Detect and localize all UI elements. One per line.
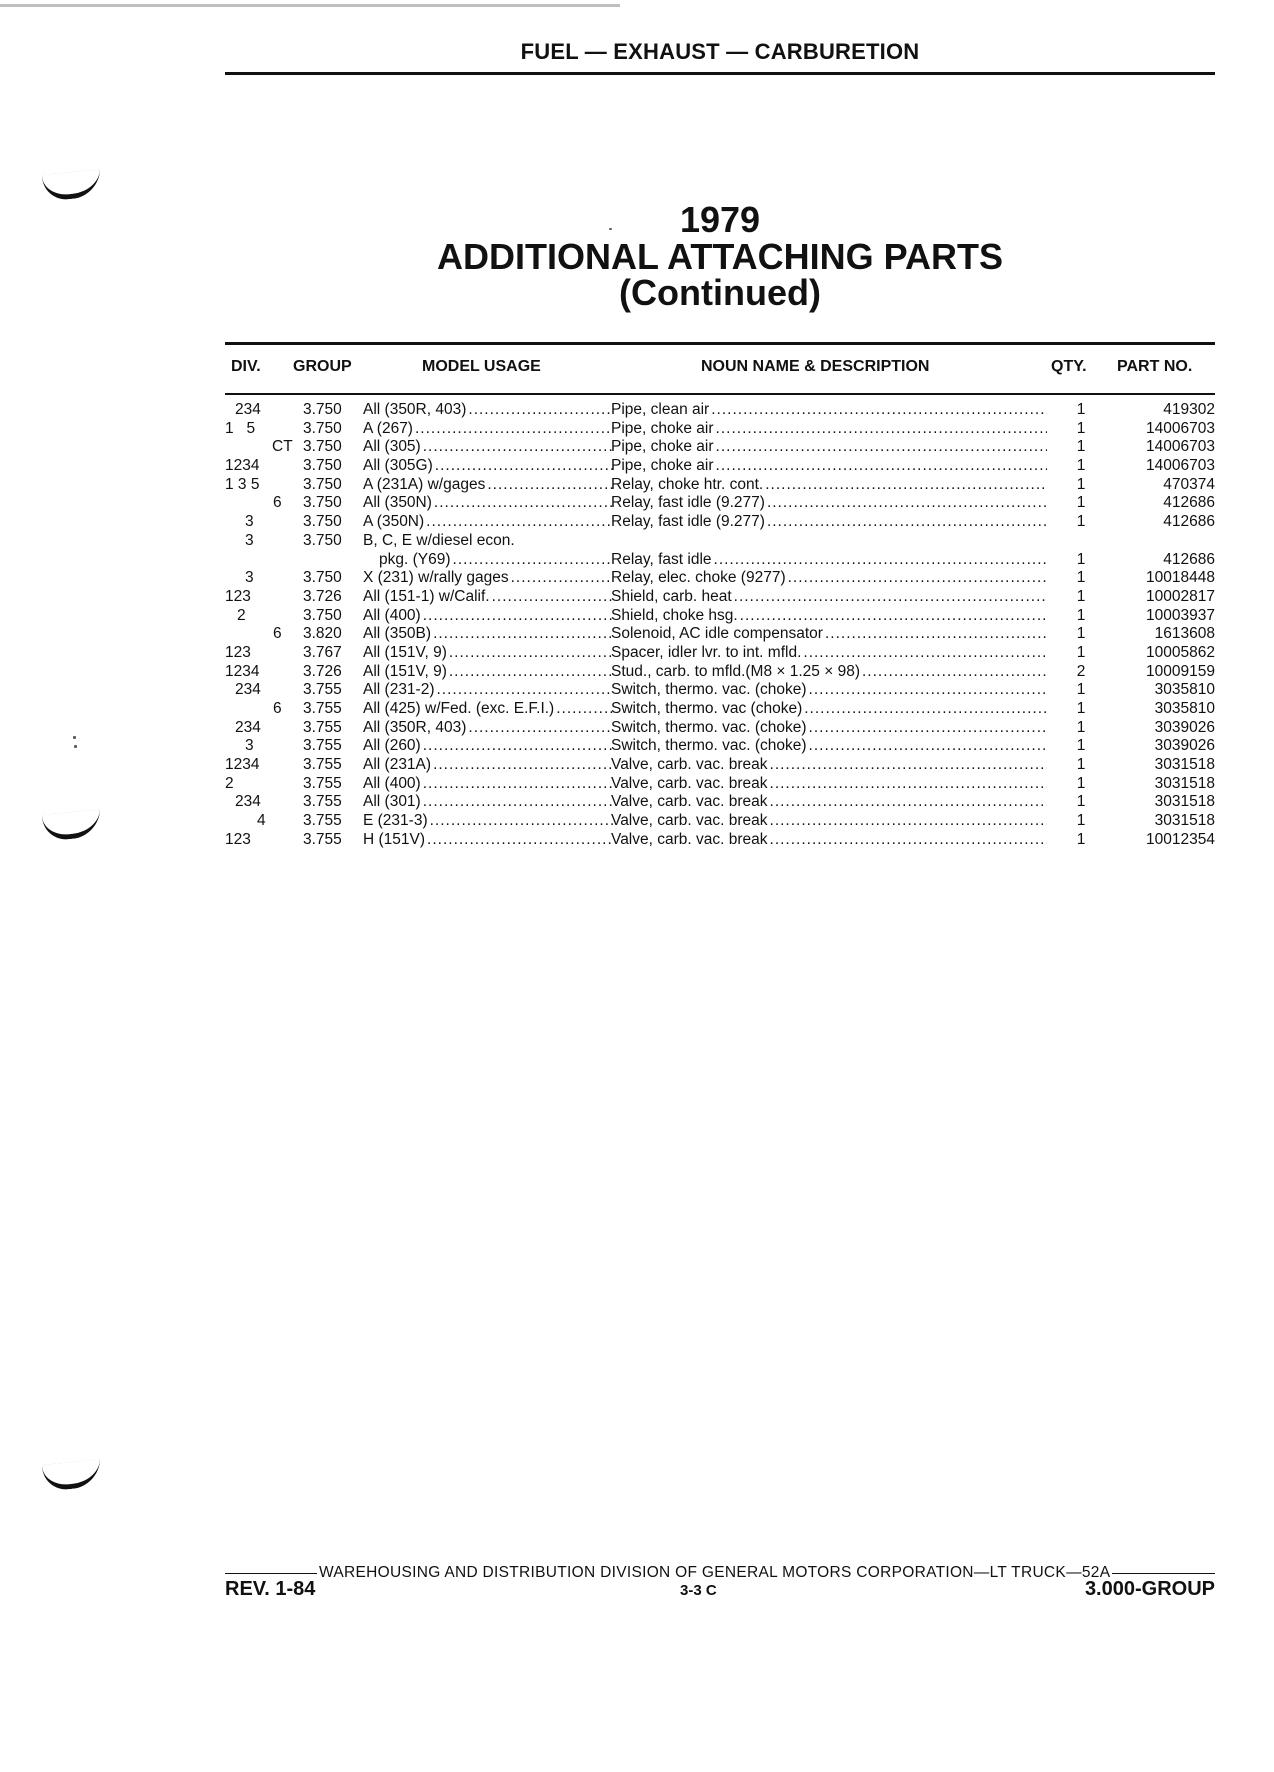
cell-model-text: A (231A) w/gages — [363, 475, 486, 493]
cell-noun — [611, 700, 1047, 719]
cell-model-text: All (231A) — [363, 756, 432, 774]
cell-qty: 1 — [1076, 700, 1086, 718]
parts-table — [225, 401, 1215, 850]
footer-rule-left — [225, 1573, 317, 1574]
cell-model-text: All (425) w/Fed. (exc. E.F.I.) — [363, 700, 555, 718]
cell-model-line2 — [363, 551, 613, 570]
section-header: FUEL — EXHAUST — CARBURETION — [520, 39, 920, 64]
cell-div: 234 — [235, 718, 261, 736]
cell-model-text: All (151V, 9) — [363, 662, 447, 680]
table-top-rule — [225, 342, 1215, 345]
cell-noun-text: Stud., carb. to mfld.(M8 × 1.25 × 98) — [611, 662, 860, 680]
cell-group: 3.755 — [303, 700, 342, 718]
cell-div: 2 — [237, 606, 246, 624]
cell-model-text: A (350N) — [363, 513, 425, 531]
cell-group: 3.755 — [303, 681, 342, 699]
cell-model — [363, 775, 613, 794]
cell-model-text: H (151V) — [363, 830, 426, 848]
cell-model-text: B, C, E w/diesel econ. — [363, 531, 515, 549]
cell-part: 3039026 — [1154, 718, 1215, 736]
cell-group: 3.726 — [303, 662, 342, 680]
cell-qty: 1 — [1076, 438, 1086, 456]
table-row — [225, 494, 1215, 513]
cell-div: 2 — [225, 774, 234, 792]
cell-div: 6 — [273, 625, 282, 643]
cell-qty: 1 — [1076, 756, 1086, 774]
cell-qty: 1 — [1076, 830, 1086, 848]
table-row — [225, 438, 1215, 457]
cell-qty: 1 — [1076, 606, 1086, 624]
cell-model-text: All (231-2) — [363, 681, 435, 699]
cell-part: 3031518 — [1154, 774, 1215, 792]
cell-model — [363, 831, 613, 850]
cell-noun-text: Relay, fast idle (9.277) — [611, 513, 765, 531]
cell-model-text: A (267) — [363, 419, 413, 437]
binder-hole-mark — [42, 1459, 100, 1492]
cell-part: 14006703 — [1146, 419, 1215, 437]
group-number: 3.000-GROUP — [1084, 1578, 1215, 1600]
cell-group: 3.750 — [303, 401, 342, 418]
cell-noun-text: Switch, thermo. vac. (choke) — [611, 681, 807, 699]
cell-qty: 1 — [1076, 718, 1086, 736]
cell-qty: 1 — [1076, 513, 1086, 531]
cell-noun-text: Valve, carb. vac. break — [611, 830, 768, 848]
cell-noun-text: Pipe, choke air — [611, 419, 714, 437]
cell-noun-text: Relay, choke htr. cont. — [611, 475, 764, 493]
table-header-rule — [225, 393, 1215, 395]
cell-model — [363, 793, 613, 812]
cell-div: 234 — [235, 401, 261, 418]
cell-noun — [611, 438, 1047, 457]
table-row — [225, 625, 1215, 644]
cell-model — [363, 457, 613, 476]
cell-part: 14006703 — [1146, 457, 1215, 475]
cell-part: 419302 — [1163, 401, 1215, 418]
cell-noun — [611, 625, 1047, 644]
column-header-noun: NOUN NAME & DESCRIPTION — [701, 358, 930, 375]
cell-div: 234 — [235, 681, 261, 699]
table-row — [225, 588, 1215, 607]
cell-part: 412686 — [1163, 494, 1215, 512]
binder-hole-mark — [42, 169, 100, 202]
cell-div: 1234 — [225, 457, 260, 475]
cell-div: 3 — [245, 737, 254, 755]
table-row — [225, 700, 1215, 719]
cell-noun — [611, 644, 1047, 663]
cell-group: 3.755 — [303, 756, 342, 774]
column-header-part: PART NO. — [1117, 358, 1193, 375]
cell-noun-text: Pipe, choke air — [611, 457, 714, 475]
cell-part: 3035810 — [1154, 700, 1215, 718]
cell-part: 3031518 — [1154, 756, 1215, 774]
cell-div: 1234 — [225, 756, 260, 774]
table-row — [225, 532, 1215, 569]
cell-group: 3.750 — [303, 531, 342, 549]
cell-group: 3.750 — [303, 475, 342, 493]
cell-noun — [611, 812, 1047, 831]
cell-model — [363, 401, 613, 420]
cell-noun-text: Relay, elec. choke (9277) — [611, 569, 786, 587]
cell-div: 1234 — [225, 662, 260, 680]
table-row — [225, 831, 1215, 850]
column-header-qty: QTY. — [1051, 358, 1087, 375]
cell-noun-text: Switch, thermo. vac (choke) — [611, 700, 803, 718]
table-row — [225, 457, 1215, 476]
cell-noun — [611, 756, 1047, 775]
cell-noun-text: Solenoid, AC idle compensator — [611, 625, 823, 643]
cell-model — [363, 700, 613, 719]
cell-group: 3.750 — [303, 438, 342, 456]
cell-qty: 1 — [1076, 812, 1086, 830]
cell-noun — [611, 681, 1047, 700]
cell-div: 4 — [257, 812, 266, 830]
cell-noun — [611, 476, 1047, 495]
cell-noun-text: Pipe, choke air — [611, 438, 714, 456]
cell-group: 3.755 — [303, 774, 342, 792]
cell-noun — [611, 420, 1047, 439]
cell-model-text: All (151V, 9) — [363, 643, 447, 661]
cell-part: 10018448 — [1146, 569, 1215, 587]
cell-qty: 1 — [1076, 550, 1086, 568]
cell-div: 1 3 5 — [225, 475, 260, 493]
cell-div: 1 5 — [225, 419, 256, 437]
cell-noun — [611, 457, 1047, 476]
table-row — [225, 607, 1215, 626]
cell-part: 3039026 — [1154, 737, 1215, 755]
revision-label: REV. 1-84 — [225, 1578, 316, 1600]
cell-div: 3 — [245, 513, 254, 531]
cell-noun — [611, 831, 1047, 850]
cell-model — [363, 607, 613, 626]
cell-part: 3031518 — [1154, 812, 1215, 830]
cell-model — [363, 719, 613, 738]
cell-noun-text: Spacer, idler lvr. to int. mfld. — [611, 643, 802, 661]
cell-noun-text: Shield, choke hsg. — [611, 606, 738, 624]
cell-qty: 1 — [1076, 643, 1086, 661]
table-row — [225, 663, 1215, 682]
cell-noun — [611, 513, 1047, 532]
table-row — [225, 681, 1215, 700]
cell-group: 3.750 — [303, 457, 342, 475]
table-header — [225, 352, 1215, 380]
cell-qty: 1 — [1076, 774, 1086, 792]
footer-rule-right — [1112, 1573, 1215, 1574]
cell-model — [363, 438, 613, 457]
cell-model — [363, 625, 613, 644]
cell-div: 123 — [225, 587, 251, 605]
cell-model — [363, 588, 613, 607]
footer — [225, 1578, 1215, 1604]
cell-model — [363, 420, 613, 439]
page-number: 3-3 C — [680, 1582, 717, 1599]
cell-part: 470374 — [1163, 475, 1215, 493]
cell-qty: 1 — [1076, 793, 1086, 811]
cell-model-text-line2: pkg. (Y69) — [379, 550, 451, 568]
cell-div: 3 — [245, 531, 254, 549]
cell-qty: 1 — [1076, 625, 1086, 643]
cell-group: 3.750 — [303, 419, 342, 437]
cell-group: 3.820 — [303, 625, 342, 643]
cell-noun-text: Valve, carb. vac. break — [611, 812, 768, 830]
speck-mark — [73, 736, 76, 739]
cell-model — [363, 569, 613, 588]
cell-model — [363, 663, 613, 682]
cell-part: 10005862 — [1146, 643, 1215, 661]
cell-model-text: All (301) — [363, 793, 421, 811]
page-title — [225, 199, 1215, 314]
table-row — [225, 812, 1215, 831]
cell-model — [363, 644, 613, 663]
cell-qty: 1 — [1076, 681, 1086, 699]
cell-noun-text: Valve, carb. vac. break — [611, 793, 768, 811]
cell-group: 3.755 — [303, 718, 342, 736]
scan-edge-mark — [0, 0, 620, 12]
column-header-group: GROUP — [293, 358, 352, 375]
title-sub: (Continued) — [619, 272, 821, 314]
table-row — [225, 401, 1215, 420]
cell-group: 3.755 — [303, 830, 342, 848]
cell-noun-text: Switch, thermo. vac. (choke) — [611, 718, 807, 736]
cell-noun-text: Valve, carb. vac. break — [611, 774, 768, 792]
cell-qty: 1 — [1076, 569, 1086, 587]
cell-model-text: All (350B) — [363, 625, 432, 643]
cell-model — [363, 756, 613, 775]
cell-div: 234 — [235, 793, 261, 811]
speck-mark — [74, 745, 77, 748]
column-header-model: MODEL USAGE — [422, 358, 541, 375]
cell-part: 412686 — [1163, 550, 1215, 568]
cell-group: 3.750 — [303, 569, 342, 587]
binder-hole-mark — [42, 809, 100, 842]
cell-noun-text: Relay, fast idle (9.277) — [611, 494, 765, 512]
cell-part: 1613608 — [1154, 625, 1215, 643]
cell-model-text: E (231-3) — [363, 812, 428, 830]
cell-part: 10009159 — [1146, 662, 1215, 680]
cell-div: CT — [272, 438, 293, 456]
cell-noun — [611, 607, 1047, 626]
cell-model — [363, 532, 613, 569]
cell-div: 3 — [245, 569, 254, 587]
cell-noun — [611, 719, 1047, 738]
cell-model-text: X (231) w/rally gages — [363, 569, 509, 587]
cell-model-text: All (305) — [363, 438, 421, 456]
cell-div: 6 — [273, 494, 282, 512]
cell-div: 6 — [273, 700, 282, 718]
cell-group: 3.726 — [303, 587, 342, 605]
cell-noun — [611, 775, 1047, 794]
cell-group: 3.755 — [303, 737, 342, 755]
cell-noun — [611, 494, 1047, 513]
table-row — [225, 420, 1215, 439]
cell-part: 3035810 — [1154, 681, 1215, 699]
cell-qty: 1 — [1076, 401, 1086, 418]
cell-part: 14006703 — [1146, 438, 1215, 456]
cell-qty: 1 — [1076, 494, 1086, 512]
table-row — [225, 775, 1215, 794]
header-rule — [225, 72, 1215, 75]
cell-model-text: All (350R, 403) — [363, 718, 467, 736]
cell-part: 3031518 — [1154, 793, 1215, 811]
cell-noun — [611, 737, 1047, 756]
cell-model-text: All (400) — [363, 606, 421, 624]
column-header-div: DIV. — [231, 358, 261, 375]
cell-group: 3.750 — [303, 494, 342, 512]
cell-qty: 1 — [1076, 737, 1086, 755]
cell-noun — [611, 401, 1047, 420]
table-row — [225, 644, 1215, 663]
cell-noun — [611, 588, 1047, 607]
cell-div: 123 — [225, 830, 251, 848]
table-row — [225, 793, 1215, 812]
cell-model — [363, 681, 613, 700]
cell-noun — [611, 663, 1047, 682]
cell-part: 10002817 — [1146, 587, 1215, 605]
cell-part: 10012354 — [1146, 830, 1215, 848]
table-row — [225, 756, 1215, 775]
table-row — [225, 737, 1215, 756]
cell-qty: 1 — [1076, 587, 1086, 605]
cell-noun — [611, 793, 1047, 812]
cell-noun-text: Pipe, clean air — [611, 401, 710, 418]
cell-group: 3.755 — [303, 793, 342, 811]
cell-qty: 1 — [1076, 419, 1086, 437]
cell-model — [363, 494, 613, 513]
cell-model — [363, 513, 613, 532]
cell-group: 3.767 — [303, 643, 342, 661]
title-main: ADDITIONAL ATTACHING PARTS — [437, 235, 1003, 277]
cell-model — [363, 476, 613, 495]
title-year: 1979 — [679, 199, 761, 240]
cell-group: 3.750 — [303, 513, 342, 531]
table-row — [225, 719, 1215, 738]
cell-model — [363, 812, 613, 831]
cell-model-text: All (350N) — [363, 494, 432, 512]
cell-group: 3.755 — [303, 812, 342, 830]
cell-noun-text: Shield, carb. heat — [611, 587, 732, 605]
cell-part: 10003937 — [1146, 606, 1215, 624]
cell-qty: 2 — [1076, 662, 1086, 680]
cell-noun — [611, 551, 1047, 570]
cell-noun — [611, 569, 1047, 588]
cell-qty: 1 — [1076, 475, 1086, 493]
cell-model-text: All (350R, 403) — [363, 401, 467, 418]
cell-noun-text: Relay, fast idle — [611, 550, 712, 568]
footer-distribution: WAREHOUSING AND DISTRIBUTION DIVISION OF GENERAL MOTORS CORPORATION—LT TRUCK—52A — [319, 1564, 1111, 1581]
cell-model-text: All (305G) — [363, 457, 433, 475]
cell-qty: 1 — [1076, 457, 1086, 475]
cell-group: 3.750 — [303, 606, 342, 624]
table-row — [225, 569, 1215, 588]
cell-model — [363, 737, 613, 756]
cell-noun-text: Valve, carb. vac. break — [611, 756, 768, 774]
cell-model-text: All (400) — [363, 774, 421, 792]
cell-noun-text: Switch, thermo. vac. (choke) — [611, 737, 807, 755]
cell-model-text: All (151-1) w/Calif. — [363, 587, 490, 605]
cell-div: 123 — [225, 643, 251, 661]
table-row — [225, 476, 1215, 495]
table-row — [225, 513, 1215, 532]
cell-model-text: All (260) — [363, 737, 421, 755]
cell-part: 412686 — [1163, 513, 1215, 531]
